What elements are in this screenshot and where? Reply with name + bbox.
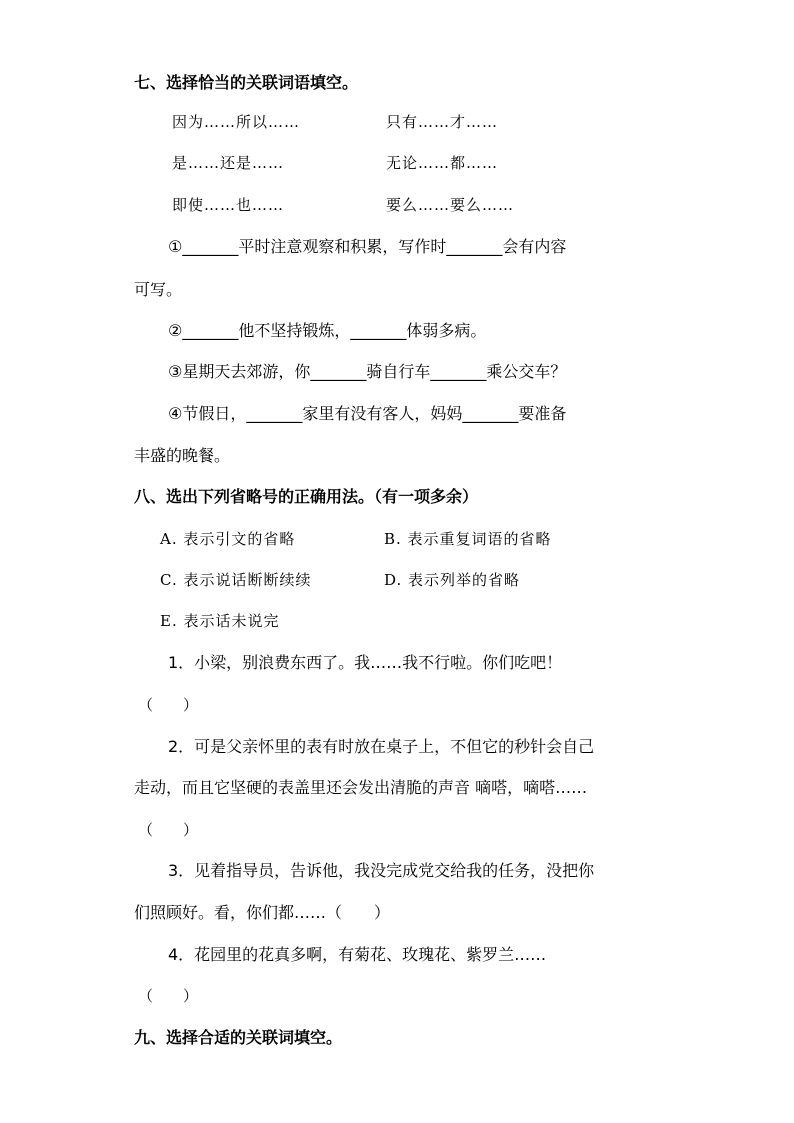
section7-question-4-line1: ④节假日，_______家里有没有客人，妈妈_______要准备 (168, 404, 567, 423)
section7-question-1-line1: ①_______平时注意观察和积累，写作时_______会有内容 (168, 237, 567, 256)
ellipsis-option-e: E. 表示话未说完 (160, 612, 280, 630)
section8-question-2-line1: 2．可是父亲怀里的表有时放在桌子上，不但它的秒针会自己 (168, 737, 595, 756)
section7-question-4-line2: 丰盛的晚餐。 (134, 446, 231, 465)
conjunction-pair-3: 是……还是…… (172, 154, 285, 172)
section7-question-2: ②_______他不坚持锻炼，_______体弱多病。 (168, 321, 487, 340)
section7-question-1-line2: 可写。 (134, 280, 183, 299)
ellipsis-option-a: A. 表示引文的省略 (160, 530, 296, 548)
answer-blank-2[interactable]: （ ） (138, 821, 199, 839)
section8-question-1: 1．小梁，别浪费东西了。我……我不行啦。你们吃吧！ (168, 653, 563, 672)
section8-title: 八、选出下列省略号的正确用法。（有一项多余） (134, 487, 479, 506)
section9-title: 九、选择合适的关联词填空。 (134, 1028, 343, 1047)
conjunction-pair-5: 即使……也…… (172, 196, 285, 214)
ellipsis-option-c: C. 表示说话断断续续 (160, 571, 312, 589)
section8-question-3-line2: 们照顾好。看，你们都……（ ） (134, 903, 391, 922)
section8-question-4: 4．花园里的花真多啊，有菊花、玫瑰花、紫罗兰…… (168, 945, 547, 964)
section7-question-3: ③星期天去郊游，你_______骑自行车_______乘公交车？ (168, 362, 567, 381)
conjunction-pair-2: 只有……才…… (386, 113, 499, 131)
answer-blank-4[interactable]: （ ） (138, 987, 199, 1005)
ellipsis-option-b: B. 表示重复词语的省略 (384, 530, 552, 548)
section8-question-2-line2: 走动，而且它坚硬的表盖里还会发出清脆的声音 嘀嗒，嘀嗒…… (134, 778, 588, 797)
conjunction-pair-4: 无论……都…… (386, 154, 499, 172)
conjunction-pair-6: 要么……要么…… (386, 196, 515, 214)
section7-title: 七、选择恰当的关联词语填空。 (134, 73, 359, 92)
conjunction-pair-1: 因为……所以…… (172, 113, 301, 131)
ellipsis-option-d: D. 表示列举的省略 (384, 571, 521, 589)
answer-blank-1[interactable]: （ ） (138, 696, 199, 714)
section8-question-3-line1: 3．见着指导员，告诉他，我没完成党交给我的任务，没把你 (168, 861, 595, 880)
